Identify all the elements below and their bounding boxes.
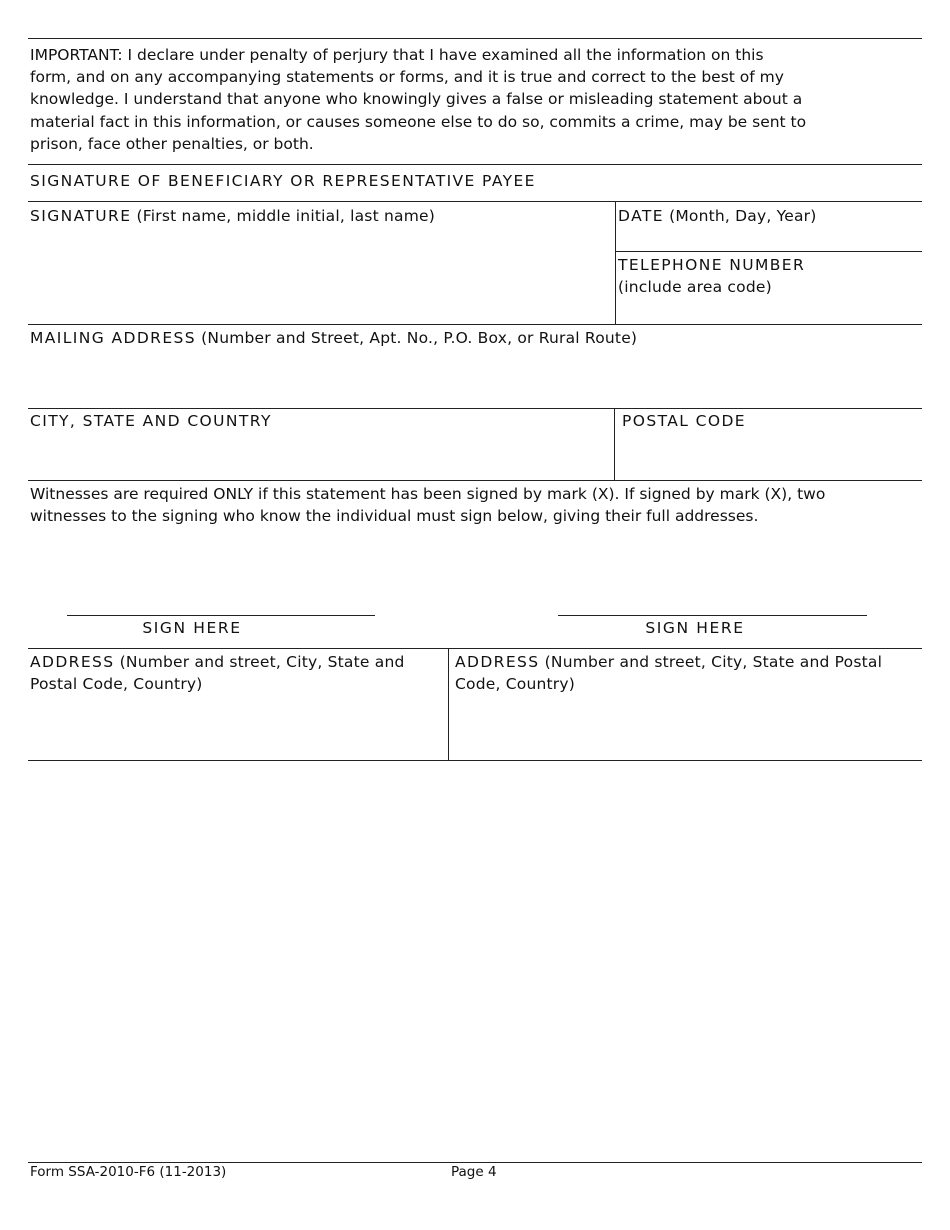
witness-address-right-hint-line2: Code, Country) xyxy=(455,675,575,693)
important-line: prison, face other penalties, or both. xyxy=(30,135,314,153)
top-rule xyxy=(28,38,922,39)
signature-label-text: SIGNATURE xyxy=(30,207,132,225)
postal-code-label: POSTAL CODE xyxy=(622,412,746,430)
date-hint: (Month, Day, Year) xyxy=(669,207,817,225)
witness-address-right-label xyxy=(455,651,882,673)
witness-signature-left-field[interactable] xyxy=(67,585,375,615)
witness-instructions-line: Witnesses are required ONLY if this statement has been signed by mark (X). If signed by mark (X), two xyxy=(30,485,826,503)
mailing-address-hint: (Number and Street, Apt. No., P.O. Box, or Rural Route) xyxy=(201,329,638,347)
signature-section-heading: SIGNATURE OF BENEFICIARY OR REPRESENTATIVE PAYEE xyxy=(30,172,536,190)
signature-label xyxy=(30,205,435,227)
city-state-country-label: CITY, STATE AND COUNTRY xyxy=(30,412,272,430)
sign-here-right-label: SIGN HERE xyxy=(645,619,745,637)
witness-address-right-hint: (Number and street, City, State and Postal xyxy=(544,653,883,671)
important-line: material fact in this information, or causes someone else to do so, commits a crime, may be sent to xyxy=(30,113,807,131)
mailing-address-label xyxy=(30,327,637,349)
telephone-label: TELEPHONE NUMBER xyxy=(618,256,806,274)
divider xyxy=(28,480,922,481)
signature-hint: (First name, middle initial, last name) xyxy=(136,207,435,225)
form-id: Form SSA-2010-F6 (11-2013) xyxy=(30,1164,227,1180)
divider xyxy=(28,760,922,761)
witness-address-left-hint: (Number and street, City, State and xyxy=(119,653,405,671)
witness-address-left-label xyxy=(30,651,405,673)
page-number: Page 4 xyxy=(451,1164,497,1180)
witness-address-left-label-text: ADDRESS xyxy=(30,653,115,671)
date-label xyxy=(618,205,817,227)
telephone-hint: (include area code) xyxy=(618,278,772,296)
date-label-text: DATE xyxy=(618,207,664,225)
witness-instructions-line: witnesses to the signing who know the individual must sign below, giving their full addresses. xyxy=(30,507,759,525)
witness-signature-right-field[interactable] xyxy=(558,585,867,615)
important-line: IMPORTANT: I declare under penalty of perjury that I have examined all the information on this xyxy=(30,46,764,64)
witness-address-right-label-text: ADDRESS xyxy=(455,653,540,671)
important-line: knowledge. I understand that anyone who knowingly gives a false or misleading statement about a xyxy=(30,90,803,108)
witness-address-left-hint-line2: Postal Code, Country) xyxy=(30,675,203,693)
important-line: form, and on any accompanying statements or forms, and it is true and correct to the best of my xyxy=(30,68,784,86)
sign-here-left-label: SIGN HERE xyxy=(142,619,242,637)
witness-signature-left-line xyxy=(67,615,375,616)
divider xyxy=(28,164,922,165)
mailing-address-label-text: MAILING ADDRESS xyxy=(30,329,197,347)
witness-signature-right-line xyxy=(558,615,867,616)
